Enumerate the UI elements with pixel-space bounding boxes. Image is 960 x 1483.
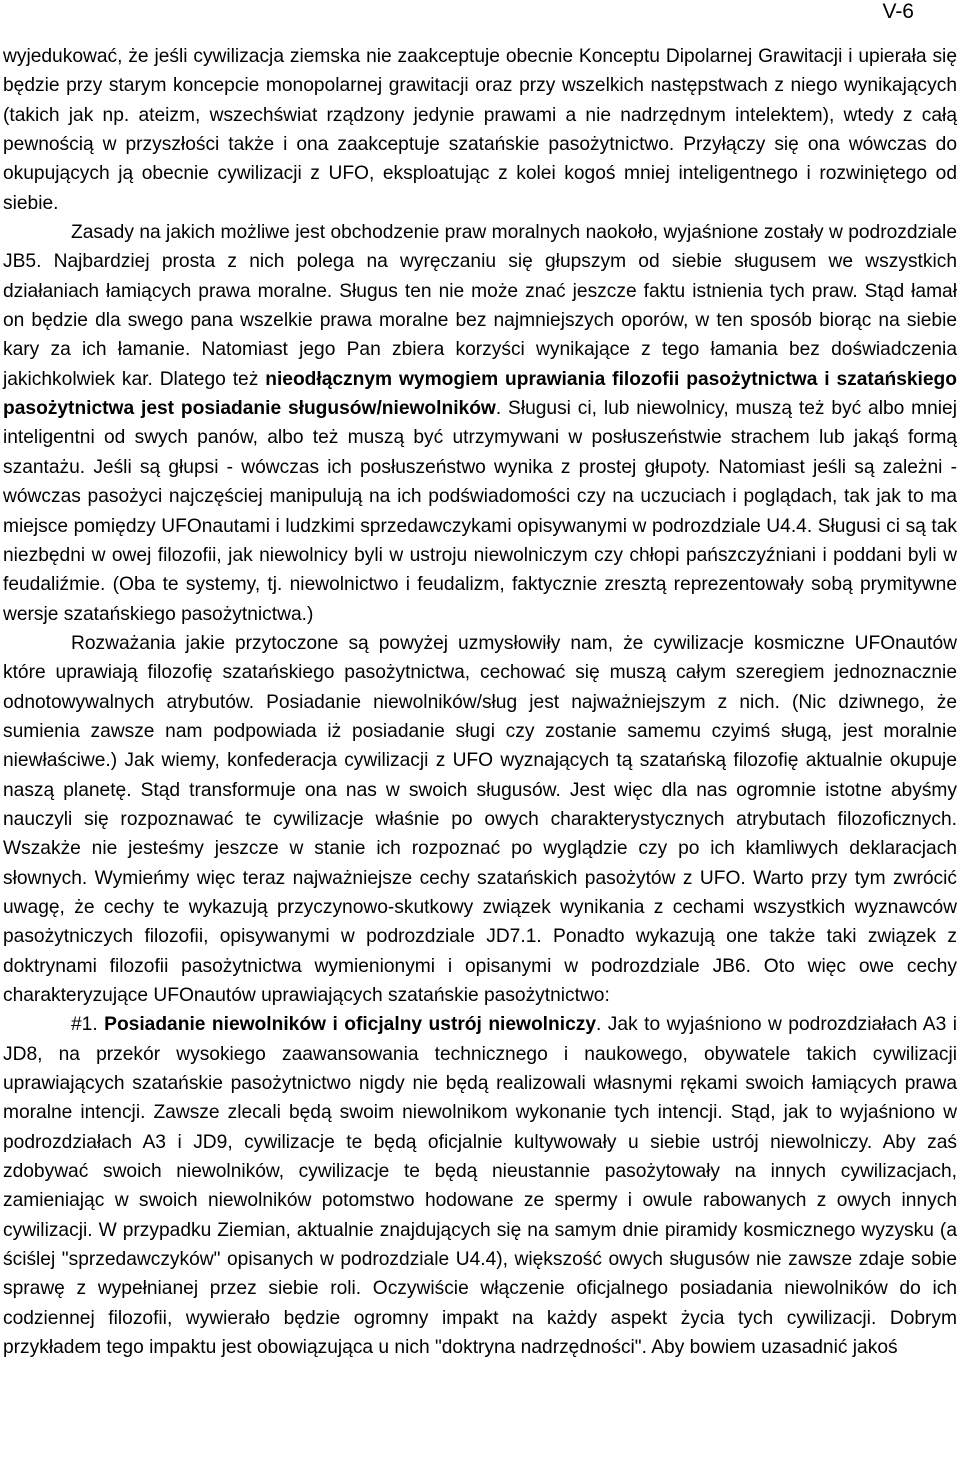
paragraph: [3, 1010, 957, 1362]
document-body: [3, 42, 957, 1362]
paragraph: [3, 629, 957, 1010]
paragraph-text: . Sługusi ci, lub niewolnicy, muszą też być albo mniej inteligentni od swych panów, albo też muszą być utrzymywani w posłuszeństwie strachem lub jakąś formą szantażu. Jeśli są głupsi - wówczas ich posłuszeństwo wynika z prostej głupoty. Natomiast jeśli są zależni - wówczas pasożyci najczęściej manipulują na ich podświadomości czy na uczuciach i poglądach, tak jak to ma miejsce pomiędzy UFOnautami i ludzkimi sprzedawczykami opisywanymi w podrozdziale U4.4. Sługusi ci są tak niezbędni w owej filozofii, jak niewolnicy byli w ustroju niewolniczym czy chłopi pańszczyźniani i poddani byli w feudaliźmie. (Oba te systemy, tj. niewolnictwo i feudalizm, faktycznie zresztą reprezentowały sobą prymitywne wersje szatańskiego pasożytnictwa.): [3, 398, 957, 625]
paragraph-text: . Jak to wyjaśniono w podrozdziałach A3 i JD8, na przekór wysokiego zaawansowania technicznego i naukowego, obywatele takich cywilizacji uprawiających szatańskie pasożytnictwo nigdy nie będą realizowali własnymi rękami swoich łamiących prawa moralne intencji. Zawsze zlecali będą swoim niewolnikom wykonanie tych intencji. Stąd, jak to wyjaśniono w podrozdziałach A3 i JD9, cywilizacje te będą oficjalnie kultywowały u siebie ustrój niewolniczy. Aby zaś zdobywać swoich niewolników, cywilizacje te będą nieustannie pasożytowały na innych cywilizacjach, zamieniając w swoich niewolników potomstwo hodowane ze spermy i owule rabowanych z owych innych cywilizacji. W przypadku Ziemian, aktualnie znajdujących się na samym dnie piramidy kosmicznego wyzysku (a ściślej "sprzedawczyków" opisanych w podrozdziale U4.4), większość owych sługusów nie zawsze zdaje sobie sprawę z wypełnianej przez siebie roli. Oczywiście włączenie oficjalnego posiadania niewolników do ich codziennej filozofii, wywierało będzie ogromny impakt na każdy aspekt życia tych cywilizacji. Dobrym przykładem tego impaktu jest obowiązująca u nich "doktryna nadrzędności". Aby bowiem uzasadnić jakoś: [3, 1014, 957, 1359]
paragraph-text: Rozważania jakie przytoczone są powyżej uzmysłowiły nam, że cywilizacje kosmiczne UFOnautów które uprawiają filozofię szatańskiego pasożytnictwa, cechować się muszą całym szeregiem jednoznacznie odnotowywalnych atrybutów. Posiadanie niewolników/sług jest najważniejszym z nich. (Nic dziwnego, że sumienia zawsze nam podpowiada iż posiadanie sługi czy zostanie samemu czyimś sługą, jest moralnie niewłaściwe.) Jak wiemy, konfederacja cywilizacji z UFO wyznających tą szatańską filozofię aktualnie okupuje naszą planetę. Stąd transformuje ona nas w swoich sługusów. Jest więc dla nas ogromnie istotne abyśmy nauczyli się rozpoznawać te cywilizacje właśnie po owych charakterystycznych atrybutach filozoficznych. Wszakże nie jesteśmy jeszcze w stanie ich rozpoznać po wyglądzie czy po ich kłamliwych deklaracjach słownych. Wymieńmy więc teraz najważniejsze cechy szatańskich pasożytów z UFO. Warto przy tym zwrócić uwagę, że cechy te wykazują przyczynowo-skutkowy związek wynikania z cechami wszystkich wyznawców pasożytniczych filozofii, opisywanymi w podrozdziale JD7.1. Ponadto wykazują one także taki związek z doktrynami filozofii pasożytnictwa wymienionymi i opisanymi w podrozdziale JB6. Oto więc owe cechy charakteryzujące UFOnautów uprawiających szatańskie pasożytnictwo:: [3, 632, 957, 1006]
page-number: V-6: [882, 0, 914, 23]
paragraph: [3, 42, 957, 218]
list-number: #1.: [71, 1014, 105, 1036]
paragraph: [3, 218, 957, 629]
paragraph-text: wyjedukować, że jeśli cywilizacja ziemska nie zaakceptuje obecnie Konceptu Dipolarnej Grawitacji i upierała się będzie przy starym koncepcie monopolarnej grawitacji oraz przy wszelkich następstwach z niego wynikających (takich jak np. ateizm, wszechświat rządzony jedynie prawami a nie nadrzędnym intelektem), wtedy z całą pewnością w przyszłości także i ona zaakceptuje szatańskie pasożytnictwo. Przyłączy się ona wówczas do okupujących ją obecnie cywilizacji z UFO, eksploatując z kolei kogoś mniej inteligentnego i rozwiniętego od siebie.: [3, 46, 957, 214]
paragraph-text: Zasady na jakich możliwe jest obchodzenie praw moralnych naokoło, wyjaśnione zostały w podrozdziale JB5. Najbardziej prosta z nich polega na wyręczaniu się głupszym od siebie sługusem we wszystkich działaniach łamiących prawa moralne. Sługus ten nie może znać jeszcze faktu istnienia tych praw. Stąd łamał on będzie dla swego pana wszelkie prawa moralne bez najmniejszych oporów, w ten sposób biorąc na siebie kary za ich łamanie. Natomiast jego Pan zbiera korzyści wynikające z tego łamania bez doświadczenia jakichkolwiek kar. Dlatego też: [3, 222, 957, 390]
bold-emphasis: Posiadanie niewolników i oficjalny ustrój niewolniczy: [104, 1014, 596, 1036]
bold-emphasis: nieodłącznym wymogiem uprawiania filozofii pasożytnictwa i szatańskiego pasożytnictwa jest posiadanie sługusów/niewolników: [3, 368, 957, 420]
